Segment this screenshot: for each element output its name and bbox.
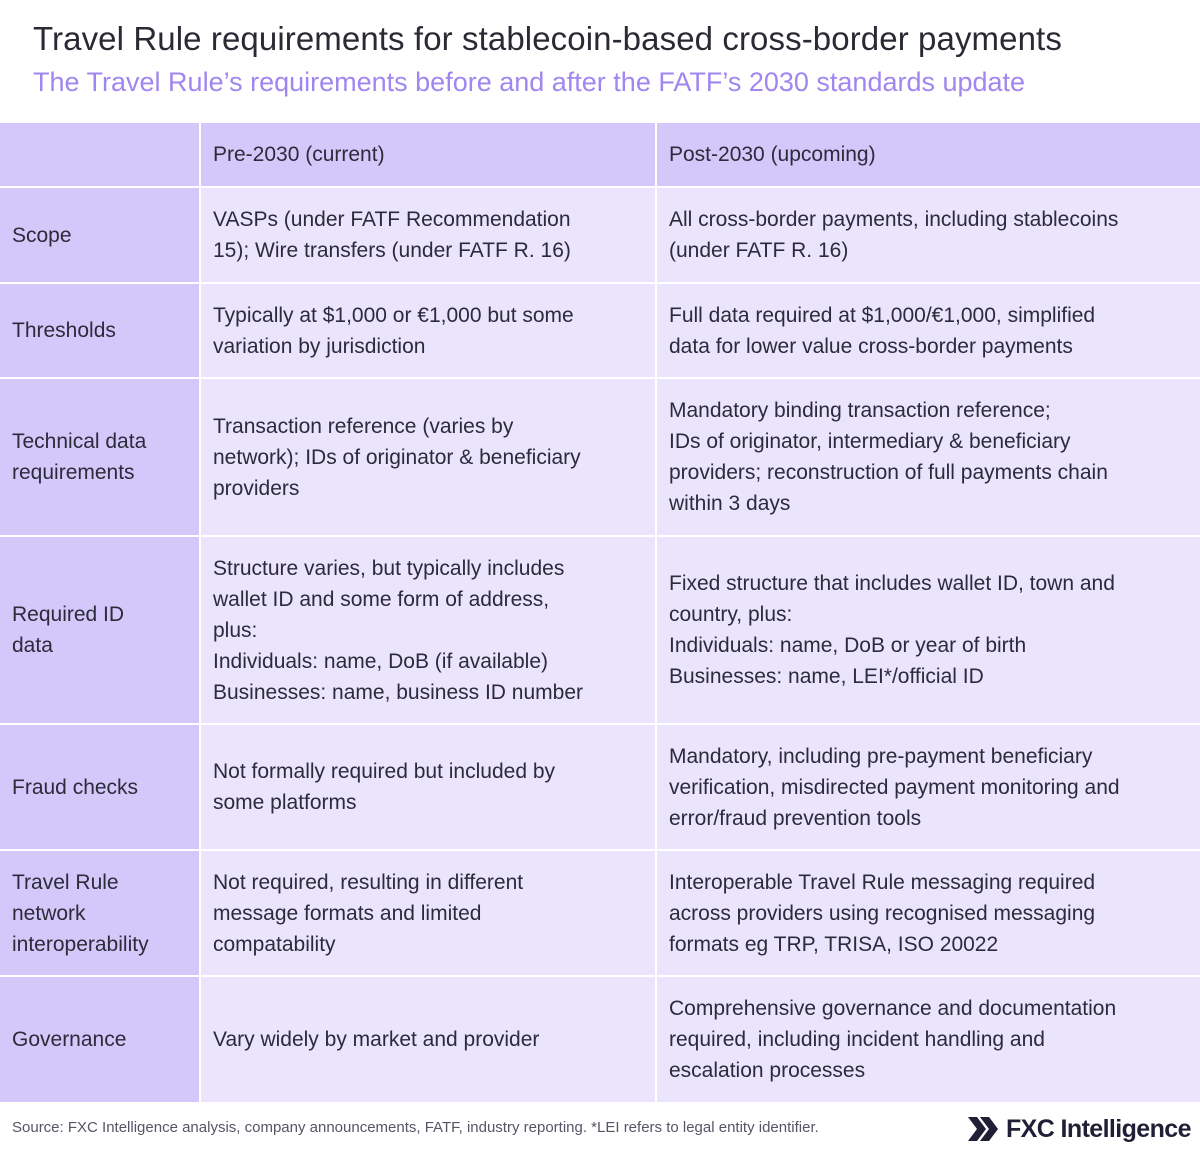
table-row	[0, 187, 1200, 283]
cell-text-line: data	[12, 634, 53, 657]
pre-2030-cell	[200, 187, 656, 283]
cell-text-line: Not required, resulting in different	[213, 870, 524, 894]
cell-text-line: Thresholds	[12, 319, 116, 342]
table-header-row	[0, 123, 1200, 187]
cell-text-line: providers	[213, 476, 300, 500]
cell-text-line: requirements	[12, 461, 135, 484]
cell-text-line: Individuals: name, DoB (if available)	[213, 649, 548, 673]
pre-2030-cell	[200, 283, 656, 378]
cell-text-line: data for lower value cross-border payments	[669, 334, 1073, 358]
table-row	[0, 724, 1200, 850]
cell-text-line: wallet ID and some form of address,	[213, 587, 550, 611]
table-row	[0, 378, 1200, 536]
cell-text-line: 15); Wire transfers (under FATF R. 16)	[213, 239, 571, 262]
cell-text-line: Fixed structure that includes wallet ID, town and	[669, 572, 1115, 595]
post-2030-cell	[656, 187, 1200, 283]
cell-text-line: Scope	[12, 223, 72, 247]
post-2030-cell	[656, 724, 1200, 850]
cell-text-line: Governance	[12, 1028, 127, 1051]
cell-text-line: network	[12, 901, 86, 925]
comparison-table	[0, 123, 1200, 1104]
pre-2030-cell	[200, 378, 656, 536]
fxc-chevron-logo-icon	[966, 1114, 1000, 1144]
header-cell-post-2030: Post-2030 (upcoming)	[656, 123, 1200, 187]
cell-text-line: Businesses: name, business ID number	[213, 680, 584, 704]
fxc-logo	[966, 1114, 1191, 1144]
cell-text-line: Vary widely by market and provider	[213, 1028, 540, 1051]
cell-text-line: Businesses: name, LEI*/official ID	[669, 665, 984, 688]
post-2030-cell	[656, 976, 1200, 1103]
row-label-cell	[0, 976, 200, 1103]
cell-text-line: Mandatory, including pre-payment beneficiary	[669, 744, 1093, 768]
row-label-cell	[0, 283, 200, 378]
cell-text-line: country, plus:	[669, 603, 793, 626]
cell-text-line: Structure varies, but typically includes	[213, 556, 565, 580]
cell-text-line: Not formally required but included by	[213, 760, 556, 783]
post-2030-cell	[656, 378, 1200, 536]
cell-text-line: network); IDs of originator & beneficiary	[213, 445, 581, 469]
cell-text-line: IDs of originator, intermediary & beneficiary	[669, 430, 1071, 453]
cell-text-line: compatability	[213, 932, 336, 956]
cell-text-line: interoperability	[12, 932, 149, 956]
cell-text-line: verification, misdirected payment monitoring and	[669, 775, 1120, 799]
cell-text-line: All cross-border payments, including stablecoins	[669, 208, 1119, 231]
cell-text-line: error/fraud prevention tools	[669, 806, 922, 830]
cell-text-line: (under FATF R. 16)	[669, 239, 849, 262]
cell-text-line: escalation processes	[669, 1059, 866, 1082]
logo-text: FXC Intelligence	[1006, 1114, 1191, 1143]
cell-text-line: VASPs (under FATF Recommendation	[213, 208, 571, 231]
row-label-cell	[0, 378, 200, 536]
cell-text-line: providers; reconstruction of full payments chain	[669, 461, 1108, 484]
cell-text-line: Travel Rule	[12, 870, 119, 894]
pre-2030-cell	[200, 724, 656, 850]
header-cell-pre-2030: Pre-2030 (current)	[200, 123, 656, 187]
cell-text-line: required, including incident handling and	[669, 1028, 1045, 1051]
row-label-cell	[0, 187, 200, 283]
cell-text-line: Interoperable Travel Rule messaging required	[669, 870, 1096, 894]
pre-2030-cell	[200, 850, 656, 976]
cell-text-line: Comprehensive governance and documentation	[669, 997, 1117, 1020]
row-label-cell	[0, 536, 200, 724]
table-row	[0, 850, 1200, 976]
post-2030-cell	[656, 850, 1200, 976]
cell-text-line: variation by jurisdiction	[213, 334, 426, 358]
cell-text-line: formats eg TRP, TRISA, ISO 20022	[669, 932, 999, 956]
cell-text-line: Typically at $1,000 or €1,000 but some	[213, 303, 574, 327]
post-2030-cell	[656, 536, 1200, 724]
table-row	[0, 976, 1200, 1103]
header-cell-label	[0, 123, 200, 187]
post-2030-cell	[656, 283, 1200, 378]
cell-text-line: Individuals: name, DoB or year of birth	[669, 634, 1027, 657]
cell-text-line: Transaction reference (varies by	[213, 414, 514, 438]
cell-text-line: Full data required at $1,000/€1,000, simplified	[669, 303, 1096, 327]
cell-text-line: across providers using recognised messaging	[669, 901, 1096, 925]
row-label-cell	[0, 850, 200, 976]
table-row	[0, 536, 1200, 724]
cell-text-line: Mandatory binding transaction reference;	[669, 399, 1051, 422]
cell-text-line: some platforms	[213, 791, 357, 814]
cell-text-line: message formats and limited	[213, 901, 482, 925]
cell-text-line: within 3 days	[669, 492, 791, 515]
pre-2030-cell	[200, 976, 656, 1103]
source-note: Source: FXC Intelligence analysis, company announcements, FATF, industry reporting. *LEI refers to legal entity identifier.	[12, 1119, 819, 1136]
page-title: Travel Rule requirements for stablecoin-based cross-border payments	[33, 20, 1062, 57]
row-label-cell	[0, 724, 200, 850]
cell-text-line: Technical data	[12, 430, 147, 453]
table-row	[0, 283, 1200, 378]
cell-text-line: Required ID	[12, 603, 125, 626]
cell-text-line: Fraud checks	[12, 775, 139, 799]
cell-text-line: plus:	[213, 618, 258, 642]
page-subtitle: The Travel Rule’s requirements before and after the FATF’s 2030 standards update	[33, 67, 1026, 97]
pre-2030-cell	[200, 536, 656, 724]
